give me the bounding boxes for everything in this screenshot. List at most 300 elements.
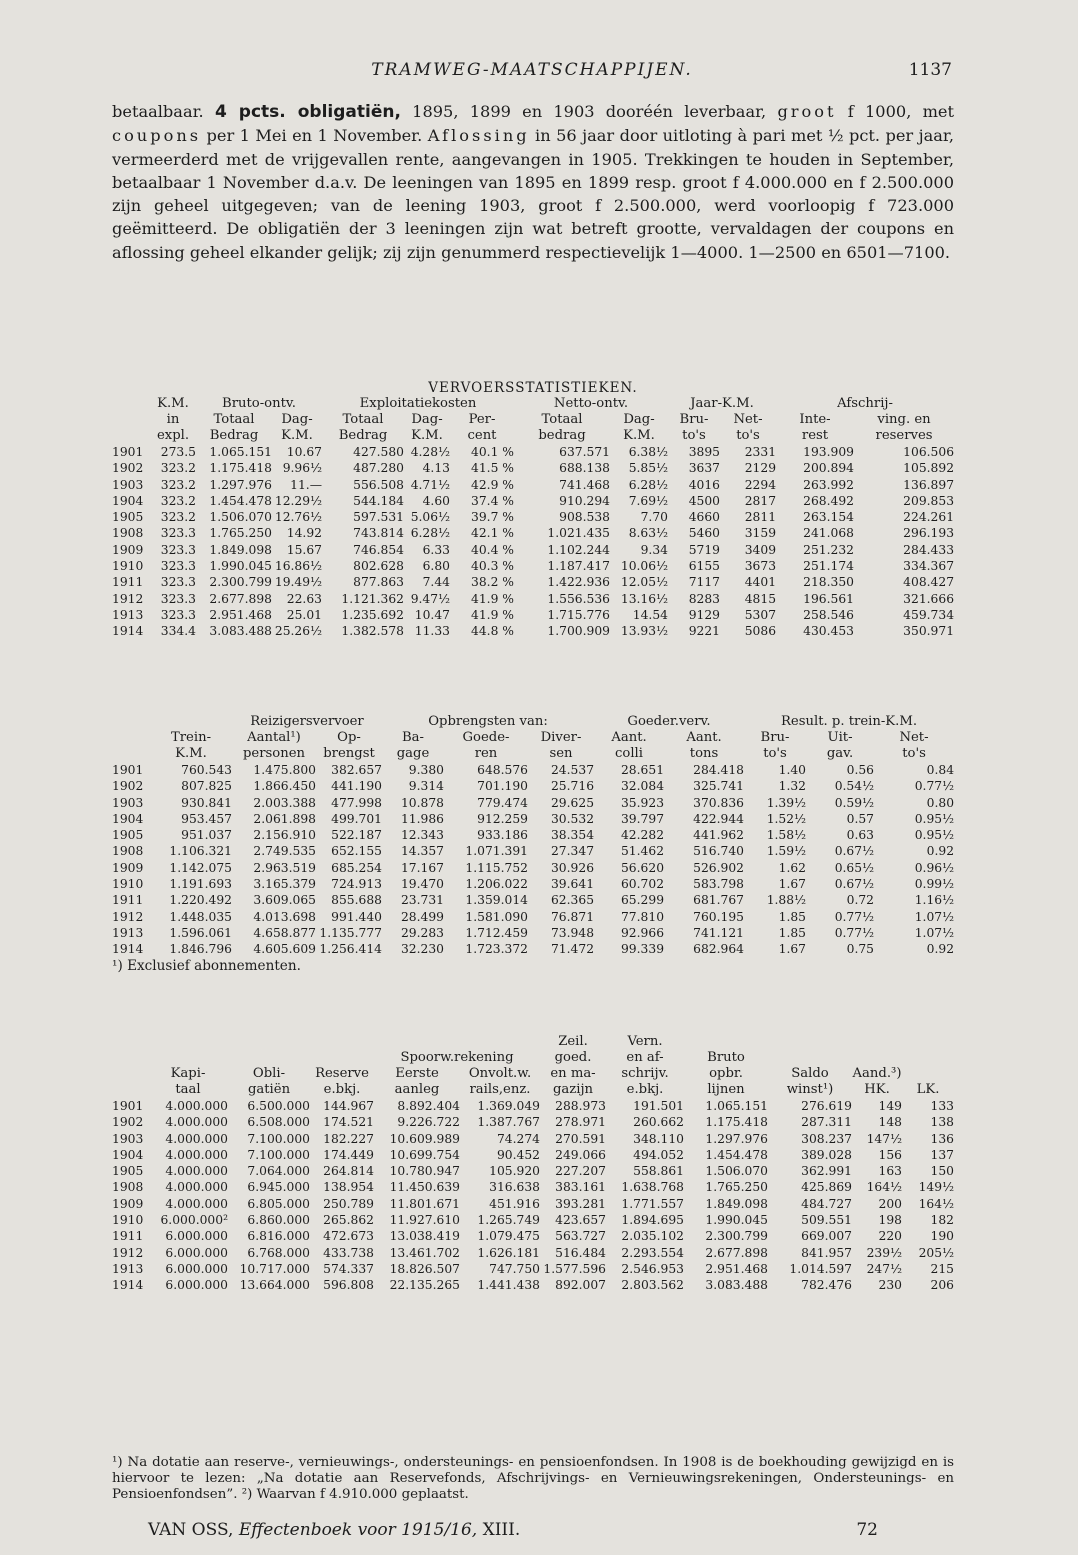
reizigers-header-cell: Reizigersvervoer (250, 714, 364, 729)
vervoer-cell: 4.71½ (410, 477, 450, 492)
kapitaal-header-cell (228, 1034, 310, 1050)
vervoer-header-cell: Bedrag (338, 428, 388, 443)
kapitaal-header-cell (684, 1034, 768, 1050)
kapitaal-cell: 2.293.554 (621, 1245, 684, 1260)
reizigers-header-cell: to's (902, 746, 926, 761)
intro-heading: 4 pcts. obligatiën, (214, 102, 401, 122)
reizigers-cell: 1.581.090 (465, 909, 528, 924)
vervoer-cell: 268.492 (803, 493, 855, 508)
kapitaal-cell: 90.452 (496, 1147, 540, 1162)
vervoer-cell: 224.261 (903, 510, 955, 525)
vervoer-header-cell: reserves (875, 428, 933, 443)
vervoer-cell: 38.2 % (471, 575, 514, 590)
vervoer-cell: 427.580 (353, 445, 404, 459)
vervoer-cell: 7.44 (422, 575, 450, 590)
vervoer-cell: 2811 (744, 510, 777, 525)
vervoer-header-cell (112, 396, 150, 412)
vervoer-cell: 2129 (744, 461, 777, 476)
kapitaal-cell: 250.789 (323, 1196, 374, 1211)
vervoer-header-cell: Totaal (541, 412, 583, 427)
footnotes (112, 1455, 954, 1504)
vervoer-cell: 209.853 (903, 493, 955, 508)
kapitaal-cell: 205½ (918, 1245, 954, 1260)
reizigers-header-cell: gav. (826, 746, 854, 761)
reizigers-cell: 30.926 (550, 860, 595, 875)
kapitaal-header-cell: e.bkj. (323, 1082, 361, 1097)
kapitaal-cell: 147½ (866, 1131, 902, 1146)
kapitaal-cell: 2.677.898 (705, 1245, 768, 1260)
intro-text: f 1000, met (836, 102, 955, 121)
reizigers-year-cell: 1909 (112, 860, 144, 875)
kapitaal-header-cell: en ma- (550, 1066, 596, 1081)
vervoer-table (112, 396, 954, 640)
reizigers-row (112, 795, 954, 811)
reizigers-cell: 741.121 (693, 925, 745, 940)
vervoer-cell: 743.814 (353, 526, 404, 541)
vervoer-cell: 263.992 (803, 477, 855, 492)
vervoer-cell: 1.556.536 (547, 591, 610, 606)
kapitaal-cell: 13.664.000 (239, 1278, 310, 1293)
kapitaal-cell: 1.079.475 (477, 1229, 540, 1244)
vervoer-cell: 4500 (688, 493, 720, 508)
reizigers-cell: 422.944 (693, 811, 745, 826)
vervoer-cell: 5460 (688, 526, 720, 541)
vervoer-cell: 251.174 (803, 559, 855, 574)
reizigers-header-cell: Trein- (170, 730, 212, 745)
kapitaal-header-cell: Zeil. (558, 1034, 588, 1049)
reizigers-cell: 0.95½ (914, 811, 955, 826)
kapitaal-header-cell: Obli- (252, 1066, 286, 1081)
reizigers-cell: 1.88½ (766, 893, 807, 908)
reizigers-cell: 1.448.035 (169, 909, 232, 924)
vervoer-row (112, 623, 954, 639)
kapitaal-cell: 227.207 (555, 1164, 606, 1179)
vervoer-cell: 40.1 % (471, 445, 514, 459)
kapitaal-section (112, 1034, 954, 1294)
kapitaal-cell: 191.501 (633, 1099, 684, 1113)
kapitaal-header-cell (148, 1034, 228, 1050)
vervoer-cell: 802.628 (353, 559, 404, 574)
vervoer-cell: 8.63½ (628, 526, 668, 541)
reizigers-cell: 1.191.693 (169, 877, 232, 892)
kapitaal-cell: 1.771.557 (621, 1196, 684, 1211)
reizigers-row (112, 860, 954, 876)
vervoer-cell: 1.765.250 (209, 526, 272, 541)
reizigers-cell: 1.62 (778, 860, 807, 875)
kapitaal-header-cell (768, 1034, 852, 1050)
kapitaal-header-cell: lijnen (707, 1082, 745, 1097)
vervoer-cell: 42.1 % (471, 526, 514, 541)
reizigers-row (112, 778, 954, 794)
vervoer-header-cell: K.M. (281, 428, 313, 443)
vervoer-section (112, 380, 954, 640)
kapitaal-year-cell: 1912 (112, 1245, 144, 1260)
vervoer-row (112, 607, 954, 623)
reizigers-cell: 1.256.414 (319, 942, 382, 957)
kapitaal-cell: 138 (930, 1115, 954, 1130)
reizigers-header-cell: K.M. (175, 746, 207, 761)
vervoer-cell: 3409 (744, 542, 777, 557)
kapitaal-cell: 1.849.098 (705, 1196, 768, 1211)
reizigers-cell: 30.532 (550, 811, 595, 826)
kapitaal-cell: 423.657 (555, 1213, 606, 1228)
kapitaal-header-cell (902, 1034, 954, 1050)
vervoer-header-cell: Totaal (342, 412, 384, 427)
vervoer-cell: 4401 (744, 575, 777, 590)
vervoer-row (112, 460, 954, 476)
kapitaal-cell: 1.265.749 (477, 1213, 540, 1228)
reizigers-cell: 912.259 (477, 811, 528, 826)
reizigers-cell: 0.84 (926, 763, 955, 777)
vervoer-cell: 9129 (688, 607, 720, 622)
kapitaal-cell: 6.000.000 (165, 1245, 228, 1260)
kapitaal-cell: 148 (878, 1115, 902, 1130)
kapitaal-header-cell: HK. (864, 1082, 890, 1097)
intro-spaced: Aflossing (427, 126, 530, 146)
reizigers-header-cell: Ba- (401, 730, 424, 745)
reizigers-cell: 9.314 (408, 779, 444, 794)
reizigers-year-cell: 1901 (112, 763, 144, 777)
reizigers-row (112, 811, 954, 827)
kapitaal-cell: 516.484 (555, 1245, 606, 1260)
vervoer-cell: 2294 (744, 477, 777, 492)
vervoer-cell: 1.990.045 (209, 559, 272, 574)
kapitaal-cell: 74.274 (496, 1131, 540, 1146)
vervoer-cell: 408.427 (903, 575, 955, 590)
kapitaal-cell: 6.000.000 (165, 1229, 228, 1244)
vervoer-year-cell: 1905 (112, 510, 144, 525)
intro-text: betaalbaar. (112, 102, 215, 121)
reizigers-cell: 4.605.609 (253, 942, 316, 957)
reizigers-cell: 681.767 (693, 893, 745, 908)
vervoer-cell: 459.734 (903, 607, 955, 622)
kapitaal-header-cell (112, 1050, 148, 1066)
kapitaal-cell: 1.175.418 (705, 1115, 768, 1130)
kapitaal-header-cell: Kapi- (170, 1066, 206, 1081)
vervoer-cell: 105.892 (903, 461, 955, 476)
vervoer-cell: 556.508 (353, 477, 404, 492)
reizigers-header-cell: Aantal¹) (247, 730, 301, 745)
kapitaal-year-cell: 1913 (112, 1261, 144, 1276)
kapitaal-header-cell: opbr. (709, 1066, 743, 1081)
vervoer-header-cell: Net- (733, 412, 763, 427)
reizigers-row (112, 843, 954, 859)
kapitaal-cell: 11.927.610 (389, 1213, 460, 1228)
kapitaal-cell: 174.521 (323, 1115, 374, 1130)
reizigers-cell: 0.77½ (914, 779, 955, 794)
reizigers-header-cell (112, 746, 150, 762)
vervoer-row (112, 509, 954, 525)
reizigers-cell: 39.641 (550, 877, 595, 892)
reizigers-header-row (112, 714, 954, 730)
kapitaal-cell: 1.441.438 (477, 1278, 540, 1293)
kapitaal-cell: 198 (878, 1213, 902, 1228)
vervoer-cell: 273.5 (160, 445, 196, 459)
reizigers-cell: 2.003.388 (253, 795, 316, 810)
kapitaal-cell: 2.951.468 (705, 1261, 768, 1276)
reizigers-cell: 32.230 (400, 942, 444, 957)
vervoer-header-cell (112, 428, 150, 444)
vervoer-title: VERVOERSSTATISTIEKEN. (428, 380, 638, 396)
kapitaal-cell: 288.973 (555, 1099, 606, 1113)
kapitaal-cell: 6.500.000 (247, 1099, 310, 1113)
vervoer-header-cell: in (166, 412, 180, 427)
reizigers-header-cell (150, 714, 232, 730)
vervoer-cell: 15.67 (286, 542, 322, 557)
reizigers-table (112, 714, 954, 958)
kapitaal-row (112, 1228, 954, 1244)
kapitaal-cell: 4.000.000 (165, 1164, 228, 1179)
kapitaal-cell: 265.862 (323, 1213, 374, 1228)
vervoer-cell: 1.715.776 (547, 607, 610, 622)
vervoer-cell: 2.951.468 (209, 607, 272, 622)
vervoer-header-cell: expl. (156, 428, 190, 443)
reizigers-cell: 1.723.372 (465, 942, 528, 957)
kapitaal-cell: 156 (878, 1147, 902, 1162)
reizigers-header-row (112, 730, 954, 746)
reizigers-header-cell: Goeder.verv. (627, 714, 711, 729)
vervoer-year-cell: 1908 (112, 526, 144, 541)
vervoer-cell: 44.8 % (471, 624, 514, 639)
vervoer-cell: 4.13 (422, 461, 450, 476)
vervoer-cell: 6.28½ (410, 526, 450, 541)
vervoer-cell: 8283 (688, 591, 720, 606)
kapitaal-cell: 22.135.265 (389, 1278, 460, 1293)
vervoer-row (112, 558, 954, 574)
vervoer-header-cell: bedrag (538, 428, 586, 443)
vervoer-cell: 6.38½ (628, 445, 668, 459)
reizigers-header-cell: Uit- (827, 730, 853, 745)
kapitaal-cell: 4.000.000 (165, 1147, 228, 1162)
kapitaal-cell: 105.920 (489, 1164, 540, 1179)
kapitaal-cell: 6.816.000 (247, 1229, 310, 1244)
reizigers-cell: 0.67½ (834, 877, 875, 892)
kapitaal-cell: 393.281 (555, 1196, 606, 1211)
reizigers-cell: 0.59½ (834, 795, 875, 810)
vervoer-cell: 22.63 (286, 591, 322, 606)
reizigers-header-cell: tons (689, 746, 719, 761)
vervoer-cell: 9.34 (640, 542, 668, 557)
reizigers-cell: 953.457 (181, 811, 232, 826)
kapitaal-cell: 249.066 (555, 1147, 606, 1162)
vervoer-cell: 16.86½ (274, 559, 322, 574)
vervoer-header-cell: Exploitatiekosten (359, 396, 477, 411)
vervoer-cell: 741.468 (559, 477, 610, 492)
kapitaal-cell: 2.300.799 (705, 1229, 768, 1244)
intro-spaced: groot (777, 102, 837, 121)
reizigers-cell: 685.254 (331, 860, 382, 875)
vervoer-header-cell: Inte- (799, 412, 831, 427)
vervoer-cell: 11.33 (414, 624, 450, 639)
kapitaal-cell: 164½ (918, 1196, 954, 1211)
kapitaal-table (112, 1034, 954, 1294)
kapitaal-cell: 4.000.000 (165, 1099, 228, 1113)
kapitaal-header-cell: e.bkj. (626, 1082, 664, 1097)
reizigers-cell: 930.841 (181, 795, 232, 810)
reizigers-cell: 1.67 (778, 877, 807, 892)
vervoer-cell: 3159 (744, 526, 777, 541)
reizigers-cell: 0.92 (926, 844, 955, 859)
reizigers-cell: 1.846.796 (169, 942, 232, 957)
kapitaal-row (112, 1245, 954, 1261)
reizigers-cell: 76.871 (550, 909, 595, 924)
vervoer-header-cell: cent (467, 428, 497, 443)
vervoer-cell: 37.4 % (471, 493, 514, 508)
vervoer-year-cell: 1911 (112, 575, 144, 590)
kapitaal-year-cell: 1904 (112, 1147, 144, 1162)
reizigers-header-cell: personen (242, 746, 306, 761)
reizigers-cell: 1.712.459 (465, 925, 528, 940)
kapitaal-cell: 149 (878, 1099, 902, 1113)
reizigers-cell: 71.472 (550, 942, 595, 957)
kapitaal-cell: 8.892.404 (397, 1099, 460, 1113)
vervoer-row (112, 493, 954, 509)
kapitaal-cell: 6.000.000 (165, 1261, 228, 1276)
reizigers-cell: 1.85 (778, 925, 807, 940)
reizigers-header-cell (112, 730, 150, 746)
reizigers-cell: 652.155 (331, 844, 382, 859)
reizigers-cell: 1.115.752 (465, 860, 528, 875)
kapitaal-cell: 10.780.947 (389, 1164, 460, 1179)
kapitaal-header-cell: LK. (916, 1082, 940, 1097)
reizigers-cell: 499.701 (331, 811, 382, 826)
vervoer-cell: 1.021.435 (547, 526, 610, 541)
kapitaal-cell: 563.727 (555, 1229, 606, 1244)
reizigers-cell: 0.67½ (834, 844, 875, 859)
kapitaal-cell: 149½ (918, 1180, 954, 1195)
reizigers-header-cell: Goede- (462, 730, 510, 745)
kapitaal-cell: 1.369.049 (477, 1099, 540, 1113)
reizigers-cell: 648.576 (477, 763, 528, 777)
kapitaal-cell: 13.038.419 (389, 1229, 460, 1244)
kapitaal-cell: 1.638.768 (621, 1180, 684, 1195)
vervoer-cell: 11.— (290, 477, 322, 492)
reizigers-header-cell: Opbrengsten van: (428, 714, 548, 729)
vervoer-cell: 4660 (688, 510, 720, 525)
kapitaal-header-cell (310, 1034, 374, 1050)
reizigers-cell: 73.948 (550, 925, 595, 940)
vervoer-cell: 350.971 (903, 624, 955, 639)
vervoer-cell: 13.16½ (620, 591, 668, 606)
vervoer-cell: 6155 (688, 559, 720, 574)
kapitaal-cell: 1.894.695 (621, 1213, 684, 1228)
vervoer-header-cell: Bru- (679, 412, 709, 427)
reizigers-cell: 1.596.061 (169, 925, 232, 940)
vervoer-cell: 258.546 (803, 607, 855, 622)
vervoer-cell: 5.06½ (410, 510, 450, 525)
vervoer-row (112, 542, 954, 558)
vervoer-cell: 5086 (744, 624, 777, 639)
kapitaal-cell: 138.954 (323, 1180, 374, 1195)
vervoer-row (112, 591, 954, 607)
kapitaal-header-cell: Bruto (707, 1050, 745, 1065)
kapitaal-cell: 669.007 (801, 1229, 852, 1244)
kapitaal-cell: 2.035.102 (621, 1229, 684, 1244)
kapitaal-cell: 574.337 (323, 1261, 374, 1276)
kapitaal-cell: 11.801.671 (389, 1196, 460, 1211)
vervoer-cell: 323.2 (160, 493, 196, 508)
reizigers-cell: 17.167 (400, 860, 444, 875)
reizigers-cell: 0.77½ (834, 925, 875, 940)
reizigers-cell: 2.061.898 (253, 811, 316, 826)
vervoer-cell: 323.2 (160, 510, 196, 525)
vervoer-cell: 13.93½ (620, 624, 668, 639)
kapitaal-cell: 3.083.488 (705, 1278, 768, 1293)
vervoer-cell: 3895 (688, 445, 720, 459)
reizigers-cell: 3.165.379 (253, 877, 316, 892)
kapitaal-year-cell: 1911 (112, 1229, 144, 1244)
vervoer-cell: 1.849.098 (209, 542, 272, 557)
kapitaal-header-cell (148, 1050, 228, 1066)
vervoer-cell: 10.67 (286, 445, 322, 459)
reizigers-header-cell: brengst (323, 746, 375, 761)
vervoer-cell: 9.96½ (282, 461, 322, 476)
reizigers-cell: 933.186 (477, 828, 528, 843)
reizigers-cell: 23.731 (400, 893, 444, 908)
kapitaal-cell: 133 (930, 1099, 954, 1113)
kapitaal-row (112, 1212, 954, 1228)
kapitaal-row (112, 1179, 954, 1195)
vervoer-cell: 25.26½ (274, 624, 322, 639)
intro-text: in 56 jaar door uitloting à pari met ½ pct. per jaar, vermeerderd met de vrijgevallen rente, aangevangen in 1905. Trekkingen te houden in September, betaalbaar 1 November d.a.v. De leeningen van 1895 en 1899 resp. groot f 4.000.000 en f 2.500.000 zijn geheel uitgegeven; van de leening 1903, groot f 2.500.000, werd voorloopig f 723.000 geëmitteerd. De obligatiën der 3 leeningen zijn wat betreft grootte, vervaldagen der coupons en aflossing geheel elkander gelijk; zij zijn genummerd respectievelijk 1—4000. 1—2500 en 6501—7100. (112, 126, 954, 262)
reizigers-cell: 0.72 (846, 893, 875, 908)
vervoer-cell: 14.54 (632, 607, 668, 622)
kapitaal-cell: 892.007 (555, 1278, 606, 1293)
vervoer-cell: 296.193 (903, 526, 955, 541)
reizigers-cell: 0.75 (846, 942, 875, 957)
reizigers-header-cell: to's (763, 746, 787, 761)
reizigers-row (112, 892, 954, 908)
kapitaal-cell: 6.000.000 (165, 1278, 228, 1293)
reizigers-cell: 29.625 (550, 795, 595, 810)
kapitaal-cell: 7.064.000 (247, 1164, 310, 1179)
vervoer-cell: 3637 (688, 461, 720, 476)
kapitaal-cell: 247½ (866, 1261, 902, 1276)
page-number: 1137 (908, 60, 952, 80)
kapitaal-header-cell: taal (175, 1082, 201, 1097)
reizigers-cell: 0.96½ (914, 860, 955, 875)
reizigers-cell: 62.365 (550, 893, 595, 908)
vervoer-header-row (112, 412, 954, 428)
vervoer-cell: 5719 (688, 542, 720, 557)
reizigers-header-cell (112, 714, 150, 730)
kapitaal-cell: 174.449 (323, 1147, 374, 1162)
kapitaal-cell: 2.546.953 (621, 1261, 684, 1276)
reizigers-section (112, 714, 954, 975)
reizigers-cell: 583.798 (693, 877, 745, 892)
kapitaal-cell: 1.454.478 (705, 1147, 768, 1162)
reizigers-cell: 1.866.450 (253, 779, 316, 794)
kapitaal-cell: 2.803.562 (621, 1278, 684, 1293)
vervoer-cell: 40.3 % (471, 559, 514, 574)
vervoer-cell: 1.187.417 (547, 559, 610, 574)
kapitaal-cell: 4.000.000 (165, 1196, 228, 1211)
footer-sheet-number: 72 (856, 1520, 878, 1540)
reizigers-cell: 1.40 (778, 763, 807, 777)
vervoer-cell: 3.083.488 (209, 624, 272, 639)
reizigers-cell: 9.380 (408, 763, 444, 777)
kapitaal-cell: 472.673 (323, 1229, 374, 1244)
vervoer-cell: 106.506 (903, 445, 955, 459)
reizigers-cell: 701.190 (477, 779, 528, 794)
vervoer-cell: 323.3 (160, 526, 196, 541)
reizigers-header-cell: Diver- (540, 730, 582, 745)
kapitaal-header-cell: Aand.³) (852, 1066, 902, 1081)
kapitaal-cell: 13.461.702 (389, 1245, 460, 1260)
reizigers-cell: 516.740 (693, 844, 745, 859)
kapitaal-cell: 287.311 (801, 1115, 852, 1130)
kapitaal-cell: 1.577.596 (543, 1261, 606, 1276)
